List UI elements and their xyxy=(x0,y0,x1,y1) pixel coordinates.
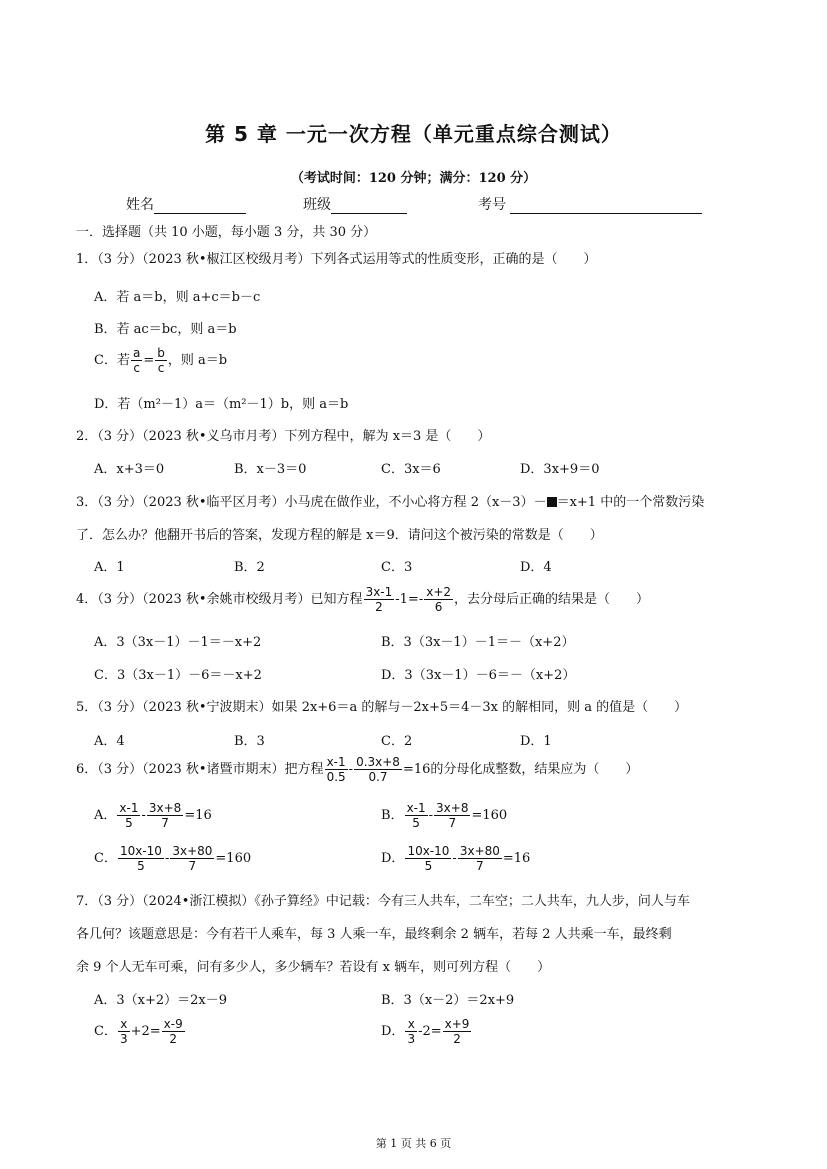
option-label: B． xyxy=(381,808,404,823)
fraction xyxy=(162,1017,185,1046)
operator: - xyxy=(428,808,434,823)
fraction xyxy=(405,801,428,830)
fraction xyxy=(458,844,502,873)
frac-numerator: x-1 xyxy=(406,801,426,815)
frac-denominator: 2 xyxy=(375,600,383,614)
fraction xyxy=(405,844,451,873)
q6-stem-suffix: 的分母化成整数，结果应为（ ） xyxy=(430,762,639,777)
q6-rhs: =16 xyxy=(402,762,431,777)
number-label: 考号 xyxy=(478,197,506,213)
q3-option-d[interactable]: D．4 xyxy=(520,560,552,575)
name-blank[interactable] xyxy=(154,199,246,214)
operator: - xyxy=(452,851,457,866)
question-4-stem xyxy=(76,585,649,614)
frac-denominator: c xyxy=(133,361,140,375)
operator: +2= xyxy=(130,1024,161,1039)
rhs: =16 xyxy=(502,851,531,866)
frac-numerator: 3x-1 xyxy=(365,585,393,599)
option-label: A． xyxy=(94,808,117,823)
frac-numerator: x xyxy=(118,1017,130,1032)
question-6-stem xyxy=(76,755,638,784)
number-blank[interactable] xyxy=(510,199,702,214)
frac-numerator: x+2 xyxy=(426,585,452,599)
name-label: 姓名 xyxy=(126,197,154,213)
q4-frac-1 xyxy=(364,585,395,614)
rhs: =160 xyxy=(215,851,252,866)
frac-denominator: 5 xyxy=(412,816,420,830)
q6-option-b[interactable] xyxy=(381,801,507,830)
section-heading: 一．选择题（共 10 小题，每小题 3 分，共 30 分） xyxy=(76,225,377,240)
q7-option-b[interactable]: B．3（x－2）＝2x+9 xyxy=(381,993,515,1008)
frac-denominator: c xyxy=(157,361,165,375)
frac-numerator: 10x-10 xyxy=(407,844,450,858)
ink-blot-icon xyxy=(547,497,557,507)
frac-numerator: x+9 xyxy=(444,1017,470,1031)
q3-option-b[interactable]: B．2 xyxy=(234,560,265,575)
q4-option-a[interactable]: A．3（3x－1）－1＝－x+2 xyxy=(94,635,262,650)
q1-option-c[interactable] xyxy=(94,346,227,375)
q3-option-c[interactable]: C．3 xyxy=(381,560,413,575)
q5-option-a[interactable]: A．4 xyxy=(94,734,125,749)
q2-option-d[interactable]: D．3x+9＝0 xyxy=(520,462,600,477)
fraction xyxy=(117,801,140,830)
q1-option-d[interactable]: D．若（m²－1）a＝（m²－1）b，则 a＝b xyxy=(94,397,349,412)
frac-numerator: 0.3x+8 xyxy=(356,755,400,769)
q3-option-a[interactable]: A．1 xyxy=(94,560,125,575)
frac-numerator: x-1 xyxy=(325,755,348,770)
fraction xyxy=(405,1017,417,1046)
frac-denominator: 3 xyxy=(119,1032,128,1046)
operator: - xyxy=(164,851,170,866)
q1-c-suffix: ，则 a＝b xyxy=(167,353,228,368)
name-field[interactable] xyxy=(126,194,246,214)
frac-numerator: a xyxy=(132,346,141,360)
frac-denominator: 7 xyxy=(448,816,457,830)
question-2-stem: 2．（3 分）（2023 秋•义乌市月考）下列方程中，解为 x＝3 是（ ） xyxy=(76,429,491,444)
q1-option-b[interactable]: B．若 ac＝bc，则 a＝b xyxy=(94,322,237,337)
q3-stem-part1: 3．（3 分）（2023 秋•临平区月考）小马虎在做作业，不小心将方程 2（x－3）－ xyxy=(76,495,547,510)
question-7-stem-line2: 各几何？该题意思是：今有若干人乘车，每 3 人乘一车，最终剩余 2 辆车，若每 2 人共乘一车，最终剩 xyxy=(76,927,672,942)
q4-option-d[interactable]: D．3（3x－1）－6＝－（x+2） xyxy=(381,668,576,683)
frac-denominator: 0.5 xyxy=(326,770,346,784)
question-1-stem: 1．（3 分）（2023 秋•椒江区校级月考）下列各式运用等式的性质变形，正确的是（ ） xyxy=(76,252,597,267)
number-field[interactable] xyxy=(478,194,702,214)
q5-option-d[interactable]: D．1 xyxy=(520,734,552,749)
q1-option-a[interactable]: A．若 a＝b，则 a+c＝b－c xyxy=(94,290,261,305)
q5-option-b[interactable]: B．3 xyxy=(234,734,265,749)
page-title: 第 5 章 一元一次方程（单元重点综合测试） xyxy=(205,122,622,146)
q5-option-c[interactable]: C．2 xyxy=(381,734,413,749)
frac-denominator: 2 xyxy=(453,1032,461,1046)
frac-denominator: 7 xyxy=(161,816,169,830)
q1-c-eq: = xyxy=(143,353,155,368)
q6-op: - xyxy=(348,762,354,777)
class-blank[interactable] xyxy=(331,199,407,214)
option-label: C． xyxy=(94,851,117,866)
class-field[interactable] xyxy=(303,194,407,214)
q4-option-c[interactable]: C．3（3x－1）－6＝－x+2 xyxy=(94,668,262,683)
fraction xyxy=(443,1017,472,1046)
q7-option-c[interactable] xyxy=(94,1017,186,1046)
page-footer: 第 1 页 共 6 页 xyxy=(375,1137,452,1150)
frac-numerator: b xyxy=(157,346,165,360)
q4-option-b[interactable]: B．3（3x－1）－1＝－（x+2） xyxy=(381,635,575,650)
frac-numerator: x xyxy=(405,1017,417,1032)
q6-frac-1 xyxy=(325,755,348,784)
frac-numerator: 3x+8 xyxy=(148,801,182,815)
q6-stem-prefix: 6．（3 分）（2023 秋•诸暨市期末）把方程 xyxy=(76,762,324,777)
option-label: D． xyxy=(381,1024,405,1039)
frac-numerator: 3x+8 xyxy=(436,801,469,815)
q6-option-a[interactable] xyxy=(94,801,212,830)
fraction xyxy=(434,801,470,830)
frac-denominator: 5 xyxy=(137,859,145,873)
frac-denominator: 3 xyxy=(407,1032,416,1046)
frac-denominator: 5 xyxy=(424,859,433,873)
q2-option-a[interactable]: A．x+3＝0 xyxy=(94,462,165,477)
q6-frac-2 xyxy=(354,755,402,784)
q4-stem-suffix: ，去分母后正确的结果是（ ） xyxy=(454,592,650,607)
frac-numerator: 3x+80 xyxy=(172,844,213,858)
fraction xyxy=(118,1017,130,1046)
question-7-stem-line3: 余 9 个人无车可乘，问有多少人，多少辆车？若设有 x 辆车，则可列方程（ ） xyxy=(76,960,551,975)
q1-c-prefix: C．若 xyxy=(94,353,130,368)
q1-c-frac-a-over-c xyxy=(131,346,142,375)
fraction xyxy=(147,801,183,830)
q4-frac-2 xyxy=(424,585,453,614)
frac-numerator: 10x-10 xyxy=(119,844,162,858)
frac-denominator: 0.7 xyxy=(368,770,388,784)
operator: - xyxy=(141,808,146,823)
q6-option-c[interactable] xyxy=(94,844,251,873)
frac-numerator: x-9 xyxy=(163,1017,183,1031)
q4-mid: -1=- xyxy=(395,592,424,607)
q3-stem-part2: ＝x+1 中的一个常数污染 xyxy=(556,495,705,510)
q7-option-d[interactable] xyxy=(381,1017,472,1046)
fraction xyxy=(170,844,214,873)
frac-numerator: 3x+80 xyxy=(459,844,500,858)
frac-denominator: 5 xyxy=(125,816,133,830)
option-label: D． xyxy=(381,851,405,866)
operator: -2= xyxy=(418,1024,442,1039)
q2-option-b[interactable]: B．x－3＝0 xyxy=(234,462,307,477)
frac-denominator: 7 xyxy=(476,859,484,873)
question-5-stem: 5．（3 分）（2023 秋•宁波期末）如果 2x+6＝a 的解与－2x+5＝4－3x 的解相同，则 a 的值是（ ） xyxy=(76,700,688,715)
q7-option-a[interactable]: A．3（x+2）＝2x－9 xyxy=(94,993,228,1008)
frac-numerator: x-1 xyxy=(119,801,139,815)
question-3-stem-line1 xyxy=(76,491,704,510)
q1-c-frac-b-over-c xyxy=(155,346,167,375)
q2-option-c[interactable]: C．3x＝6 xyxy=(381,462,441,477)
option-label: C． xyxy=(94,1024,117,1039)
rhs: =16 xyxy=(184,808,212,823)
class-label: 班级 xyxy=(303,197,331,213)
rhs: =160 xyxy=(471,808,508,823)
fraction xyxy=(118,844,164,873)
question-7-stem-line1: 7．（3 分）（2024•浙江模拟）《孙子算经》中记载：今有三人共车，二车空；二人共车，九人步，问人与车 xyxy=(76,894,690,909)
exam-time-info: （考试时间：120 分钟；满分：120 分） xyxy=(290,171,537,186)
q4-stem-prefix: 4．（3 分）（2023 秋•余姚市校级月考）已知方程 xyxy=(76,592,363,607)
question-3-stem-line2: 了．怎么办？他翻开书后的答案，发现方程的解是 x＝9．请问这个被污染的常数是（ ） xyxy=(76,528,603,543)
frac-denominator: 2 xyxy=(169,1032,178,1046)
q6-option-d[interactable] xyxy=(381,844,530,873)
frac-denominator: 6 xyxy=(434,600,443,614)
frac-denominator: 7 xyxy=(188,859,197,873)
